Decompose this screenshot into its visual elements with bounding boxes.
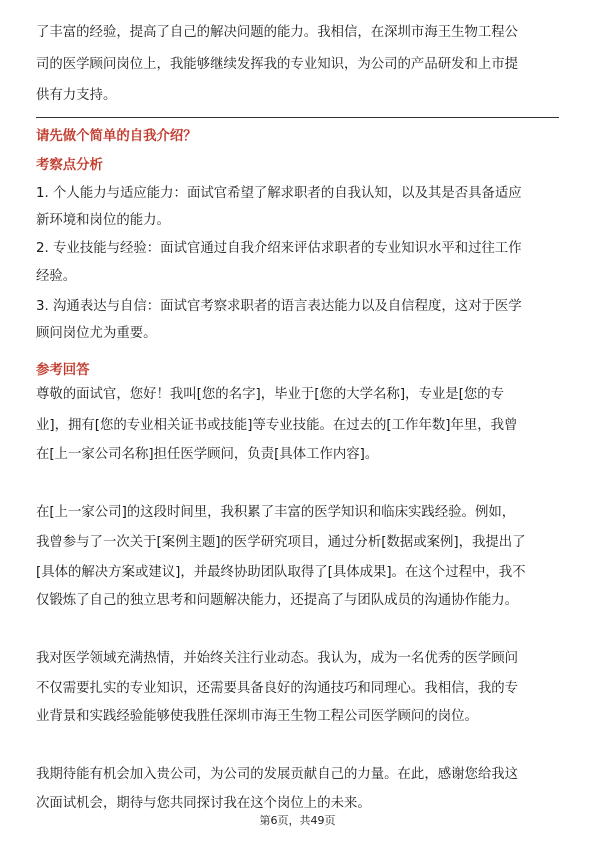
answer-line: 不仅需要扎实的专业知识，还需要具备良好的沟通技巧和同理心。我相信，我的专 [36, 681, 519, 696]
analysis-line: 1. 个人能力与适应能力：面试官希望了解求职者的自我认知，以及其是否具备适应 [36, 186, 522, 201]
section-divider [36, 117, 559, 118]
analysis-heading: 考察点分析 [36, 158, 103, 173]
answer-line: 在[上一家公司]的这段时间里，我积累了丰富的医学知识和临床实践经验。例如， [36, 505, 516, 520]
analysis-line: 2. 专业技能与经验：面试官通过自我介绍来评估求职者的专业知识水平和过往工作 [36, 241, 522, 256]
analysis-line: 3. 沟通表达与自信：面试官考察求职者的语言表达能力以及自信程度，这对于医学 [36, 299, 522, 314]
question-title: 请先做个简单的自我介绍？ [36, 129, 197, 144]
answer-line: 仅锻炼了自己的独立思考和问题解决能力，还提高了与团队成员的沟通协作能力。 [36, 593, 519, 608]
analysis-line: 顾问岗位尤为重要。 [36, 326, 157, 341]
answer-heading: 参考回答 [36, 363, 90, 378]
answer-line: 业背景和实践经验能够使我胜任深圳市海王生物工程公司医学顾问的岗位。 [36, 709, 478, 724]
body-text-line: 供有力支持。 [36, 88, 117, 103]
answer-line: 在[上一家公司名称]担任医学顾问，负责[具体工作内容]。 [36, 447, 379, 462]
answer-line: [具体的解决方案或建议]，并最终协助团队取得了[具体成果]。在这个过程中，我不 [36, 565, 526, 580]
answer-line: 我对医学领域充满热情，并始终关注行业动态。我认为，成为一名优秀的医学顾问 [36, 651, 519, 666]
body-text-line: 了丰富的经验，提高了自己的解决问题的能力。我相信，在深圳市海王生物工程公 [36, 25, 519, 40]
answer-line: 我曾参与了一次关于[案例主题]的医学研究项目，通过分析[数据或案例]，我提出了 [36, 535, 526, 550]
page-number: 第6页，共49页 [259, 814, 336, 827]
answer-line: 我期待能有机会加入贵公司，为公司的发展贡献自己的力量。在此，感谢您给我这 [36, 767, 519, 782]
answer-line: 次面试机会，期待与您共同探讨我在这个岗位上的未来。 [36, 796, 371, 811]
analysis-line: 经验。 [36, 269, 77, 284]
analysis-line: 新环境和岗位的能力。 [36, 213, 170, 228]
answer-line: 尊敬的面试官，您好！我叫[您的名字]，毕业于[您的大学名称]，专业是[您的专 [36, 387, 505, 402]
body-text-line: 司的医学顾问岗位上，我能够继续发挥我的专业知识，为公司的产品研发和上市提 [36, 57, 519, 72]
answer-line: 业]，拥有[您的专业相关证书或技能]等专业技能。在过去的[工作年数]年里，我曾 [36, 418, 518, 433]
